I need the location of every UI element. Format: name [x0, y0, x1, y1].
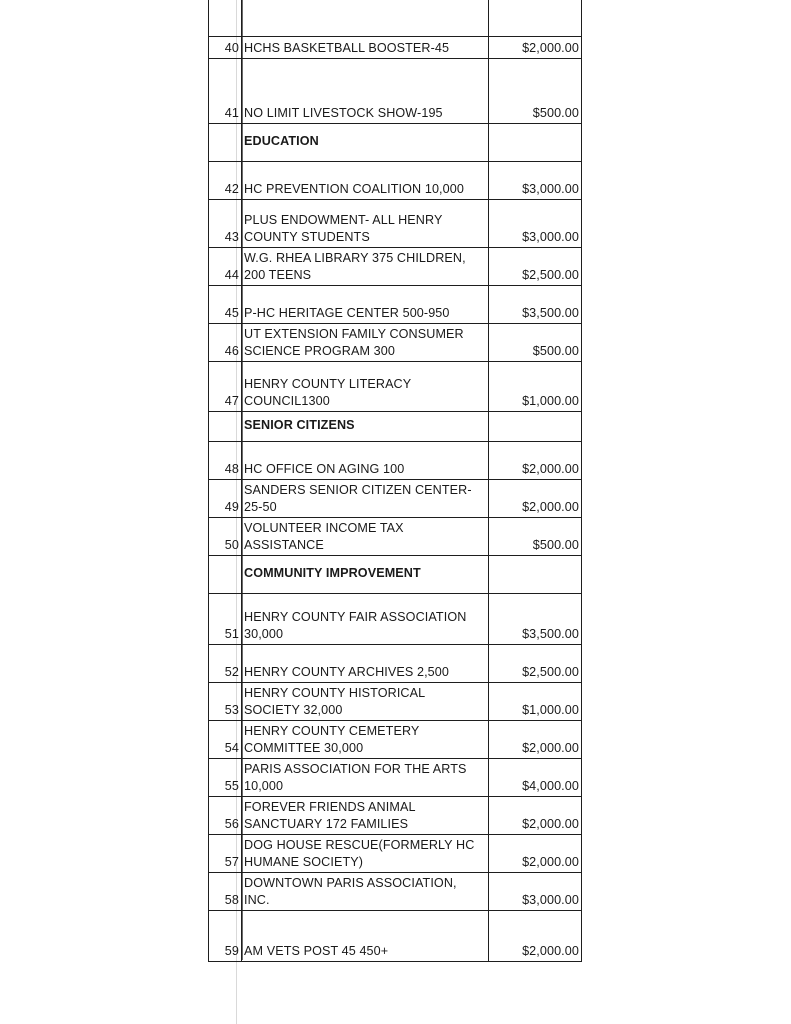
table-row: [209, 441, 582, 479]
row-number: 59: [209, 910, 242, 961]
top-cell-amount: [489, 0, 582, 36]
row-number: 43: [209, 199, 242, 247]
row-amount: $500.00: [489, 323, 582, 361]
row-number: 47: [209, 361, 242, 411]
row-description: [242, 834, 489, 872]
row-amount: $3,000.00: [489, 872, 582, 910]
description-line: 10,000: [244, 778, 284, 793]
row-description: [242, 796, 489, 834]
table-row: [209, 361, 582, 411]
section-title: [242, 411, 489, 441]
row-amount: $2,000.00: [489, 36, 582, 58]
table-body: [209, 0, 582, 961]
row-amount: [489, 555, 582, 593]
description-line: SOCIETY 32,000: [244, 702, 343, 717]
description-line: PARIS ASSOCIATION FOR THE ARTS: [244, 761, 467, 776]
table-row: [209, 834, 582, 872]
row-description: [242, 720, 489, 758]
table-row: [209, 872, 582, 910]
row-number: 40: [209, 36, 242, 58]
section-header-row: [209, 123, 582, 161]
row-description: [242, 682, 489, 720]
row-description: [242, 323, 489, 361]
row-number: 46: [209, 323, 242, 361]
description-line: SANCTUARY 172 FAMILIES: [244, 816, 409, 831]
table-row: [209, 517, 582, 555]
table-row: [209, 199, 582, 247]
table-row: [209, 323, 582, 361]
table-row: [209, 796, 582, 834]
table-row: [209, 593, 582, 644]
row-description: [242, 593, 489, 644]
row-description: [242, 644, 489, 682]
row-amount: $500.00: [489, 58, 582, 123]
description-line: 200 TEENS: [244, 267, 312, 282]
row-number: [209, 411, 242, 441]
description-line: 30,000: [244, 626, 284, 641]
row-number: 45: [209, 285, 242, 323]
description-line: UT EXTENSION FAMILY CONSUMER: [244, 326, 464, 341]
table-row: [209, 247, 582, 285]
row-description: [242, 361, 489, 411]
row-number: 50: [209, 517, 242, 555]
row-description: [242, 441, 489, 479]
description-line: 25-50: [244, 499, 277, 514]
row-number: 41: [209, 58, 242, 123]
description-line: HENRY COUNTY LITERACY: [244, 376, 412, 391]
row-amount: $3,000.00: [489, 161, 582, 199]
row-number: 58: [209, 872, 242, 910]
description-line: SENIOR CITIZENS: [244, 418, 355, 432]
row-description: [242, 161, 489, 199]
description-line: AM VETS POST 45 450+: [244, 943, 389, 958]
section-header-row: [209, 411, 582, 441]
description-line: VOLUNTEER INCOME TAX: [244, 520, 404, 535]
description-line: SCIENCE PROGRAM 300: [244, 343, 395, 358]
row-description: [242, 479, 489, 517]
table-row: [209, 644, 582, 682]
row-description: [242, 872, 489, 910]
row-amount: $2,000.00: [489, 910, 582, 961]
row-amount: [489, 123, 582, 161]
description-line: HCHS BASKETBALL BOOSTER-45: [244, 40, 450, 55]
description-line: HC OFFICE ON AGING 100: [244, 461, 405, 476]
section-title: [242, 123, 489, 161]
row-amount: $3,000.00: [489, 199, 582, 247]
description-line: FOREVER FRIENDS ANIMAL: [244, 799, 416, 814]
description-line: COUNTY STUDENTS: [244, 229, 370, 244]
description-line: HENRY COUNTY HISTORICAL: [244, 685, 426, 700]
row-number: 42: [209, 161, 242, 199]
row-number: 54: [209, 720, 242, 758]
row-description: [242, 199, 489, 247]
description-line: NO LIMIT LIVESTOCK SHOW-195: [244, 105, 443, 120]
table-row: [209, 720, 582, 758]
row-description: [242, 910, 489, 961]
top-cell-desc: [242, 0, 489, 36]
description-line: HENRY COUNTY ARCHIVES 2,500: [244, 664, 449, 679]
row-amount: $2,000.00: [489, 796, 582, 834]
row-amount: $2,500.00: [489, 644, 582, 682]
table-row: [209, 285, 582, 323]
description-line: COMMITTEE 30,000: [244, 740, 364, 755]
table-row: [209, 758, 582, 796]
row-amount: $1,000.00: [489, 682, 582, 720]
row-number: 51: [209, 593, 242, 644]
row-amount: $2,500.00: [489, 247, 582, 285]
row-amount: $3,500.00: [489, 593, 582, 644]
description-line: SANDERS SENIOR CITIZEN CENTER-: [244, 482, 472, 497]
row-number: 55: [209, 758, 242, 796]
section-header-row: [209, 555, 582, 593]
description-line: EDUCATION: [244, 134, 319, 148]
row-number: 44: [209, 247, 242, 285]
description-line: HENRY COUNTY FAIR ASSOCIATION: [244, 609, 467, 624]
row-amount: [489, 411, 582, 441]
row-number: [209, 555, 242, 593]
row-amount: $1,000.00: [489, 361, 582, 411]
description-line: HENRY COUNTY CEMETERY: [244, 723, 420, 738]
table-row: [209, 36, 582, 58]
description-line: P-HC HERITAGE CENTER 500-950: [244, 305, 450, 320]
row-description: [242, 285, 489, 323]
row-amount: $3,500.00: [489, 285, 582, 323]
row-amount: $4,000.00: [489, 758, 582, 796]
row-description: [242, 517, 489, 555]
row-number: [209, 123, 242, 161]
row-description: [242, 247, 489, 285]
row-number: 49: [209, 479, 242, 517]
row-amount: $2,000.00: [489, 720, 582, 758]
description-line: ASSISTANCE: [244, 537, 324, 552]
description-line: DOG HOUSE RESCUE(FORMERLY HC: [244, 837, 475, 852]
row-amount: $2,000.00: [489, 441, 582, 479]
description-line: PLUS ENDOWMENT- ALL HENRY: [244, 212, 443, 227]
row-amount: $2,000.00: [489, 834, 582, 872]
row-amount: $2,000.00: [489, 479, 582, 517]
table-row: [209, 161, 582, 199]
description-line: INC.: [244, 892, 270, 907]
table-top-spacer: [209, 0, 582, 36]
table-row: [209, 682, 582, 720]
row-number: 56: [209, 796, 242, 834]
description-line: DOWNTOWN PARIS ASSOCIATION,: [244, 875, 457, 890]
top-cell-num: [209, 0, 242, 36]
table-row: [209, 479, 582, 517]
description-line: HC PREVENTION COALITION 10,000: [244, 181, 464, 196]
description-line: HUMANE SOCIETY): [244, 854, 364, 869]
row-description: [242, 36, 489, 58]
description-line: COMMUNITY IMPROVEMENT: [244, 566, 421, 580]
table-row: [209, 910, 582, 961]
description-line: W.G. RHEA LIBRARY 375 CHILDREN,: [244, 250, 466, 265]
table-row: [209, 58, 582, 123]
row-number: 52: [209, 644, 242, 682]
row-number: 48: [209, 441, 242, 479]
row-number: 57: [209, 834, 242, 872]
description-line: COUNCIL1300: [244, 393, 330, 408]
row-amount: $500.00: [489, 517, 582, 555]
row-number: 53: [209, 682, 242, 720]
row-description: [242, 58, 489, 123]
donations-table: [208, 0, 582, 962]
row-description: [242, 758, 489, 796]
section-title: [242, 555, 489, 593]
